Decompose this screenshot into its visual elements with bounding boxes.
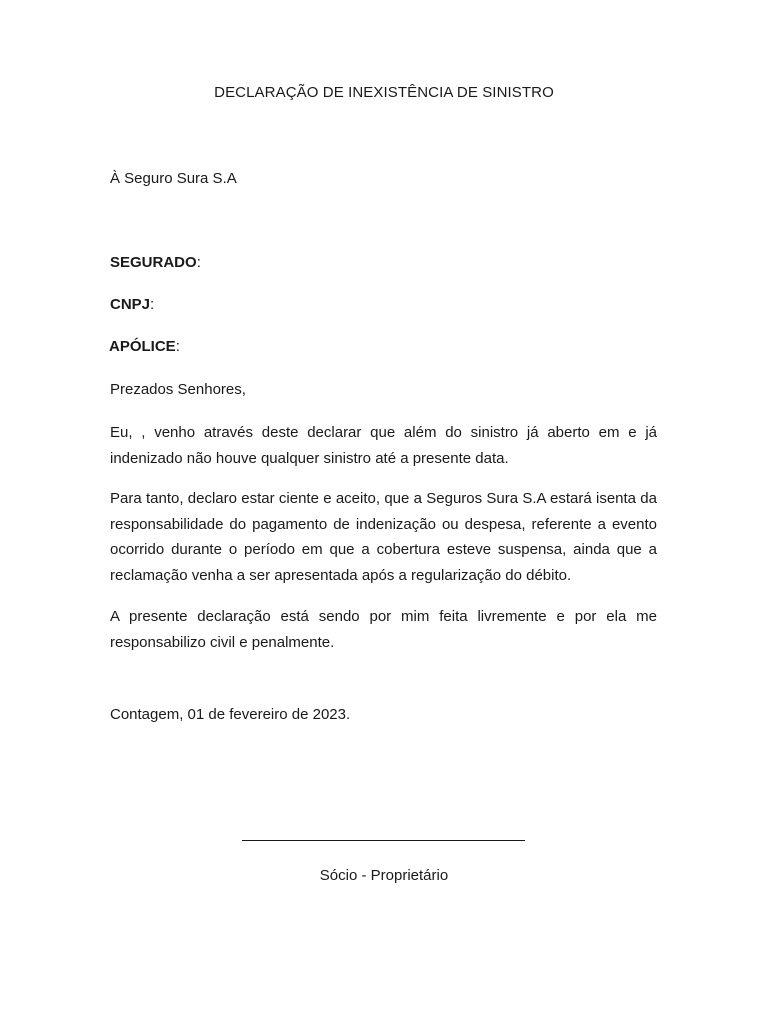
signature-role: Sócio - Proprietário bbox=[319, 867, 449, 884]
field-cnpj-colon: : bbox=[150, 296, 155, 313]
field-cnpj bbox=[110, 296, 154, 313]
field-apolice-colon: : bbox=[175, 338, 180, 355]
document-title: DECLARAÇÃO DE INEXISTÊNCIA DE SINISTRO bbox=[214, 84, 554, 101]
field-segurado-colon: : bbox=[196, 254, 201, 271]
field-cnpj-label: CNPJ bbox=[110, 296, 151, 313]
recipient-line: À Seguro Sura S.A bbox=[110, 170, 237, 187]
field-segurado bbox=[110, 254, 201, 271]
field-apolice-label: APÓLICE bbox=[109, 338, 176, 355]
paragraph-responsibility: A presente declaração está sendo por mim feita livremente e por ela me responsabilizo civil e penalmente. bbox=[110, 608, 657, 651]
paragraph-acknowledgement: Para tanto, declaro estar ciente e aceito, que a Seguros Sura S.A estará isenta da responsabilidade do pagamento de indenização ou despesa, referente a evento ocorrido durante o período em que a cobertura esteve suspensa, ainda que a reclamação venha a ser apresentada após a regularização do débito. bbox=[110, 490, 657, 584]
field-apolice bbox=[109, 338, 180, 355]
signature-line bbox=[242, 840, 525, 841]
date-line: Contagem, 01 de fevereiro de 2023. bbox=[110, 706, 351, 723]
field-segurado-label: SEGURADO bbox=[110, 254, 197, 271]
paragraph-declaration: Eu, , venho através deste declarar que além do sinistro já aberto em e já indenizado não houve qualquer sinistro até a presente data. bbox=[110, 424, 657, 467]
greeting: Prezados Senhores, bbox=[110, 381, 246, 398]
